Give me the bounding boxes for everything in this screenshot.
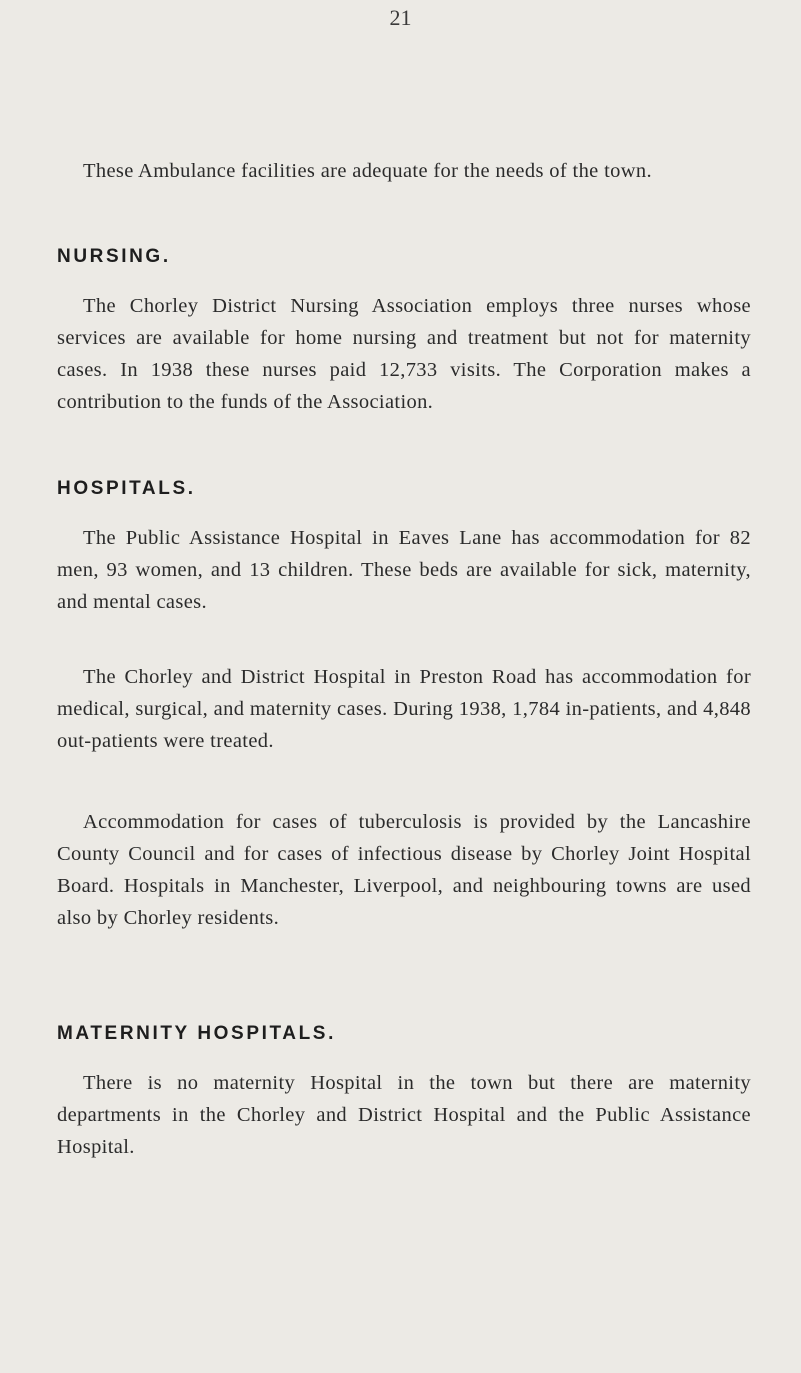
page-number: 21 — [389, 5, 412, 30]
nursing-paragraph: The Chorley District Nursing Association employs three nurses whose services are available for home nursing and treatment but not for maternity cases. In 1938 these nurses paid 12,733 visits. The Corporation makes a contribution to the funds of the Association. — [57, 295, 751, 413]
tuberculosis-accommodation-paragraph: Accommodation for cases of tuberculosis is provided by the Lancashire County Council and for cases of infectious disease by Chorley Joint Hospital Board. Hospitals in Manchester, Liverpool, and neighbouring towns are used also by Chorley residents. — [57, 811, 751, 929]
maternity-hospitals-heading: MATERNITY HOSPITALS. — [57, 1023, 336, 1044]
maternity-hospitals-paragraph: There is no maternity Hospital in the town but there are maternity departments in the Chorley and District Hospital and the Public Assistance Hospital. — [57, 1072, 751, 1158]
hospitals-heading: HOSPITALS. — [57, 478, 196, 499]
district-hospital-paragraph: The Chorley and District Hospital in Preston Road has accommodation for medical, surgical, and maternity cases. During 1938, 1,784 in-patients, and 4,848 out-patients were treated. — [57, 666, 751, 752]
public-assistance-hospital-paragraph: The Public Assistance Hospital in Eaves Lane has accommodation for 82 men, 93 women, and 13 children. These beds are available for sick, maternity, and mental cases. — [57, 527, 751, 613]
intro-paragraph: These Ambulance facilities are adequate for the needs of the town. — [83, 160, 652, 182]
nursing-heading: NURSING. — [57, 246, 171, 267]
